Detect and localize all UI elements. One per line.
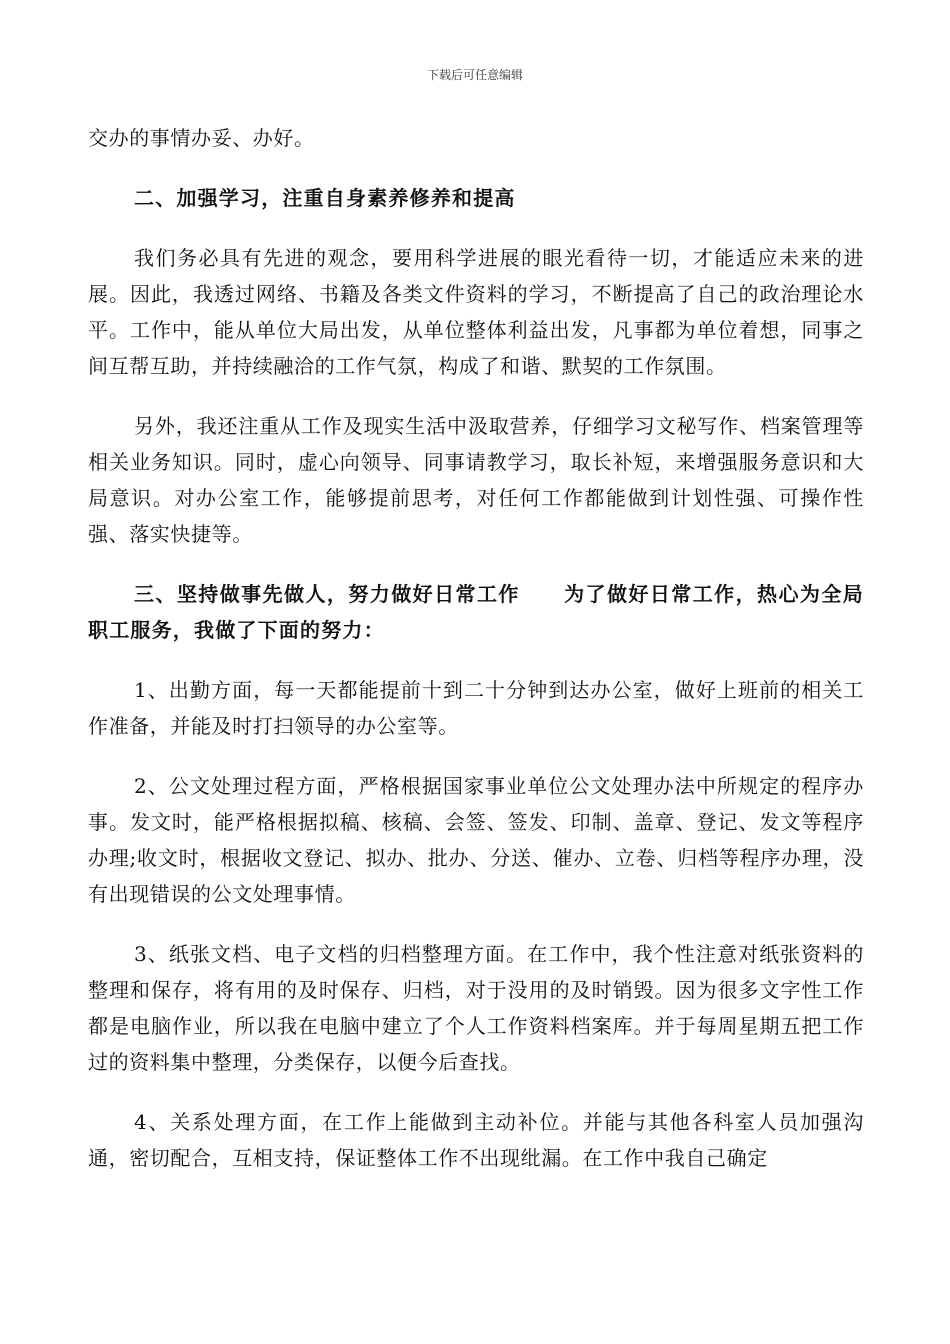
list-item-relations: 4、关系处理方面，在工作上能做到主动补位。并能与其他各科室人员加强沟通，密切配合，互相支持，保证整体工作不出现纰漏。在工作中我自己确定 — [88, 1110, 864, 1170]
list-item-document-processing: 2、公文处理过程方面，严格根据国家事业单位公文处理办法中所规定的程序办事。发文时，能严格根据拟稿、核稿、会签、签发、印制、盖章、登记、发文等程序办理;收文时，根据收文登记、拟办、批办、分送、催办、立卷、归档等程序办理，没有出现错误的公文处理事情。 — [88, 774, 864, 906]
list-item-attendance: 1、出勤方面，每一天都能提前十到二十分钟到达办公室，做好上班前的相关工作准备，并能及时打扫领导的办公室等。 — [88, 678, 864, 738]
page-header-note: 下载后可任意编辑 — [426, 68, 523, 82]
paragraph-study: 我们务必具有先进的观念，要用科学进展的眼光看待一切，才能适应未来的进展。因此，我透过网络、书籍及各类文件资料的学习，不断提高了自己的政治理论水平。工作中，能从单位大局出发，从单位整体利益出发，凡事都为单位着想，同事之间互帮互助，并持续融洽的工作气氛，构成了和谐、默契的工作氛围。 — [88, 246, 864, 378]
section-heading-2: 二、加强学习，注重自身素养修养和提高 — [134, 186, 516, 210]
section-heading-3-lead: 为了做好日常工作，热心为全局职工服务，我做了下面的努力： — [88, 582, 864, 642]
section-heading-3 — [88, 576, 864, 648]
paragraph-additional: 另外，我还注重从工作及现实生活中汲取营养，仔细学习文秘写作、档案管理等相关业务知识。同时，虚心向领导、同事请教学习，取长补短，来增强服务意识和大局意识。对办公室工作，能够提前思考，对任何工作都能做到计划性强、可操作性强、落实快捷等。 — [88, 414, 864, 546]
list-item-archiving: 3、纸张文档、电子文档的归档整理方面。在工作中，我个性注意对纸张资料的整理和保存，将有用的及时保存、归档，对于没用的及时销毁。因为很多文字性工作都是电脑作业，所以我在电脑中建立了个人工作资料档案库。并于每周星期五把工作过的资料集中整理，分类保存，以便今后查找。 — [88, 942, 864, 1074]
document-body — [88, 120, 864, 1176]
section-heading-3-title: 三、坚持做事先做人，努力做好日常工作 — [134, 582, 520, 606]
paragraph-continuation: 交办的事情办妥、办好。 — [88, 126, 315, 150]
